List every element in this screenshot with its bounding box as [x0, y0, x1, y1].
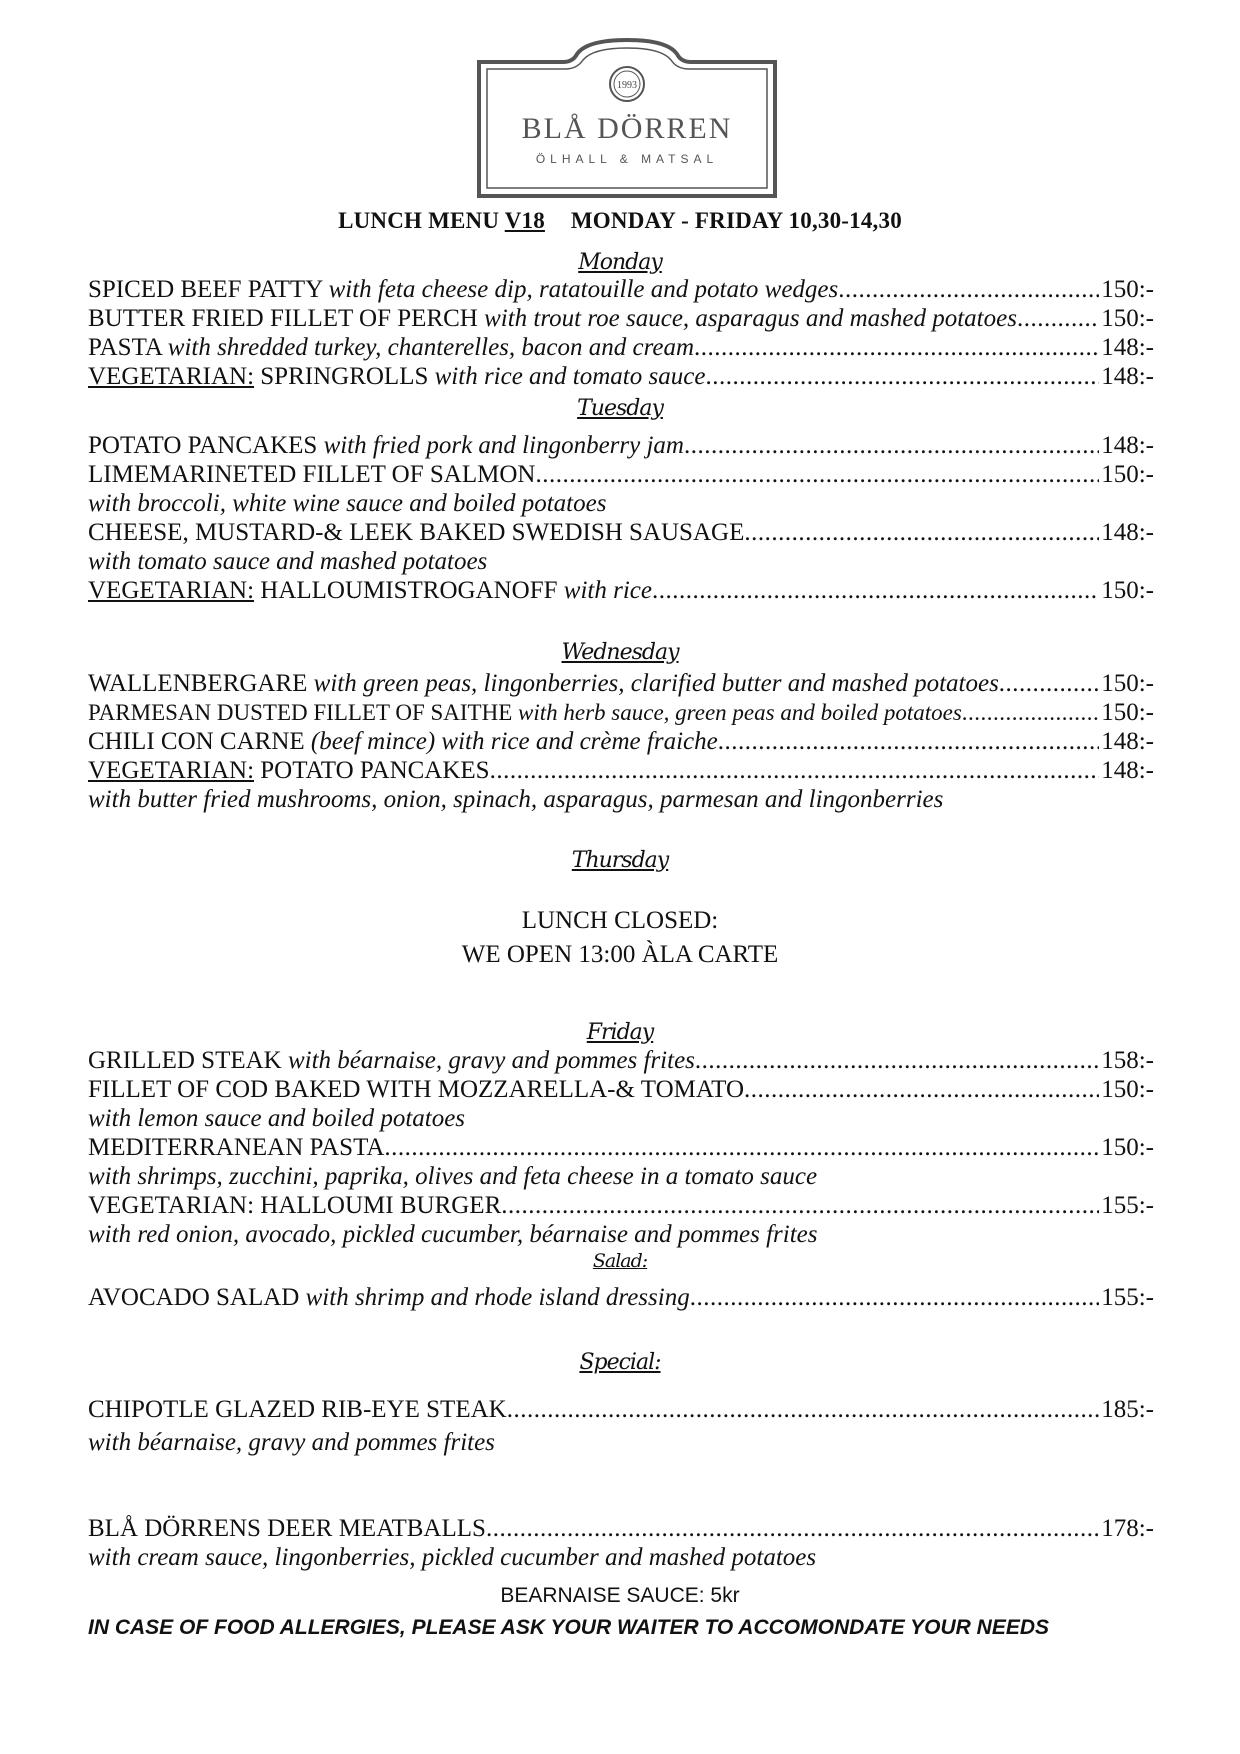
item-name: SPICED BEEF PATTY — [88, 276, 323, 303]
item-desc: with lemon sauce and boiled potatoes — [88, 1105, 466, 1132]
day-heading-thursday: Thursday — [571, 848, 669, 873]
ala-carte-notice: WE OPEN 13:00 ÀLA CARTE — [461, 941, 779, 968]
item-name: WALLENBERGARE — [88, 670, 308, 697]
item-price: 150:- — [1101, 276, 1154, 303]
leader-dots — [384, 1134, 1099, 1162]
item-name: HALLOUMISTROGANOFF — [260, 577, 558, 604]
menu-item — [88, 1134, 1154, 1164]
item-name: SPRINGROLLS — [260, 363, 429, 390]
leader-dots — [718, 728, 1099, 756]
item-price: 148:- — [1101, 728, 1154, 755]
item-desc: with shredded turkey, chanterelles, bacon and cream — [167, 334, 695, 361]
item-price: 150:- — [1101, 1134, 1154, 1161]
leader-dots — [1017, 305, 1099, 333]
vegetarian-label: VEGETARIAN: — [88, 577, 255, 604]
day-heading-monday: Monday — [578, 250, 662, 275]
item-name: BLÅ DÖRRENS DEER MEATBALLS — [88, 1515, 486, 1542]
item-desc: with shrimps, zucchini, paprika, olives and feta cheese in a tomato sauce — [88, 1163, 818, 1190]
item-name: CHILI CON CARNE — [88, 728, 305, 755]
item-price: 148:- — [1101, 519, 1154, 546]
leader-dots — [744, 519, 1099, 547]
menu-item — [88, 432, 1154, 462]
day-heading-friday: Friday — [586, 1020, 654, 1045]
item-price: 148:- — [1101, 432, 1154, 459]
section-heading-special: Special: — [579, 1350, 661, 1375]
menu-item — [88, 757, 1154, 787]
item-name: CHIPOTLE GLAZED RIB-EYE STEAK — [88, 1396, 507, 1423]
item-desc: with green peas, lingonberries, clarified butter and mashed potatoes — [313, 670, 999, 697]
menu-item — [88, 334, 1154, 364]
day-heading-tuesday: Tuesday — [577, 396, 663, 421]
item-price: 150:- — [1101, 1076, 1154, 1103]
item-price: 185:- — [1101, 1396, 1154, 1423]
item-desc: with rice and tomato sauce — [434, 363, 706, 390]
item-name: POTATO PANCAKES — [88, 432, 318, 459]
menu-item — [88, 1515, 1154, 1545]
leader-dots — [705, 363, 1099, 391]
item-desc: with trout roe sauce, asparagus and mashed potatoes — [484, 305, 1017, 332]
section-heading-salad: Salad: — [592, 1250, 648, 1272]
lunch-closed-notice: LUNCH CLOSED: — [521, 907, 719, 934]
item-name: BUTTER FRIED FILLET OF PERCH — [88, 305, 478, 332]
item-price: 150:- — [1101, 577, 1154, 604]
item-name: MEDITERRANEAN PASTA — [88, 1134, 385, 1161]
item-desc: with fried pork and lingonberry jam — [323, 432, 684, 459]
menu-title — [0, 208, 1240, 234]
item-name: FILLET OF COD BAKED WITH MOZZARELLA-& TOMATO — [88, 1076, 745, 1103]
item-name: VEGETARIAN: HALLOUMI BURGER — [88, 1192, 502, 1219]
item-desc: with feta cheese dip, ratatouille and potato wedges — [328, 276, 839, 303]
restaurant-logo — [477, 38, 777, 198]
menu-item — [88, 670, 1154, 700]
menu-item — [88, 305, 1154, 335]
leader-dots — [501, 1192, 1099, 1220]
item-price: 155:- — [1101, 1284, 1154, 1311]
menu-item — [88, 699, 1154, 729]
leader-dots — [999, 670, 1099, 698]
item-name: CHEESE, MUSTARD-& LEEK BAKED SWEDISH SAUSAGE — [88, 519, 745, 546]
item-price: 150:- — [1101, 670, 1154, 697]
logo-year: 1993 — [617, 80, 637, 91]
leader-dots — [690, 1284, 1100, 1312]
leader-dots — [695, 1047, 1099, 1075]
leader-dots — [838, 276, 1099, 304]
menu-item — [88, 1192, 1154, 1222]
leader-dots — [684, 432, 1099, 460]
item-name: AVOCADO SALAD — [88, 1284, 300, 1311]
item-name: PASTA — [88, 334, 162, 361]
item-price: 155:- — [1101, 1192, 1154, 1219]
leader-dots — [507, 1396, 1100, 1424]
menu-item — [88, 1047, 1154, 1077]
item-price: 148:- — [1101, 363, 1154, 390]
menu-hours: MONDAY - FRIDAY 10,30-14,30 — [570, 208, 902, 233]
item-desc: with herb sauce, green peas and boiled potatoes — [518, 700, 962, 725]
item-price: 148:- — [1101, 757, 1154, 784]
item-price: 158:- — [1101, 1047, 1154, 1074]
menu-item — [88, 1076, 1154, 1106]
item-desc: with cream sauce, lingonberries, pickled cucumber and mashed potatoes — [88, 1544, 817, 1571]
vegetarian-label: VEGETARIAN: — [88, 363, 255, 390]
leader-dots — [490, 757, 1100, 785]
vegetarian-label: VEGETARIAN: — [88, 757, 255, 784]
item-desc: with tomato sauce and mashed potatoes — [88, 548, 488, 575]
menu-item — [88, 1396, 1154, 1426]
item-desc: with béarnaise, gravy and pommes frites — [88, 1429, 495, 1456]
logo-tagline: ÖLHALL & MATSAL — [535, 152, 719, 166]
leader-dots — [962, 700, 1099, 726]
menu-title-text: LUNCH MENU — [338, 208, 500, 233]
menu-item — [88, 461, 1154, 491]
menu-item — [88, 577, 1154, 607]
item-price: 178:- — [1101, 1515, 1154, 1542]
leader-dots — [694, 334, 1099, 362]
allergy-note: IN CASE OF FOOD ALLERGIES, PLEASE ASK YOUR WAITER TO ACCOMONDATE YOUR NEEDS — [88, 1616, 1050, 1639]
menu-version: V18 — [504, 208, 545, 233]
menu-item — [88, 728, 1154, 758]
menu-item — [88, 363, 1154, 393]
item-desc: with shrimp and rhode island dressing — [305, 1284, 690, 1311]
menu-item — [88, 1284, 1154, 1314]
day-heading-wednesday: Wednesday — [561, 640, 679, 665]
logo-name: BLÅ DÖRREN — [521, 112, 733, 145]
item-name: GRILLED STEAK — [88, 1047, 282, 1074]
item-price: 148:- — [1101, 334, 1154, 361]
item-desc: (beef mince) with rice and crème fraiche — [310, 728, 718, 755]
item-price: 150:- — [1101, 305, 1154, 332]
item-desc: with broccoli, white wine sauce and boiled potatoes — [88, 490, 607, 517]
item-price: 150:- — [1101, 699, 1154, 726]
item-price: 150:- — [1101, 461, 1154, 488]
item-name: LIMEMARINETED FILLET OF SALMON — [88, 461, 536, 488]
leader-dots — [744, 1076, 1099, 1104]
item-name: PARMESAN DUSTED FILLET OF SAITHE — [88, 700, 513, 725]
menu-item — [88, 276, 1154, 306]
leader-dots — [535, 461, 1099, 489]
item-desc: with béarnaise, gravy and pommes frites — [287, 1047, 695, 1074]
item-desc: with butter fried mushrooms, onion, spinach, asparagus, parmesan and lingonberries — [88, 786, 944, 813]
leader-dots — [486, 1515, 1099, 1543]
item-desc: with red onion, avocado, pickled cucumber, béarnaise and pommes frites — [88, 1221, 818, 1248]
item-name: POTATO PANCAKES — [260, 757, 490, 784]
item-desc: with rice — [563, 577, 652, 604]
menu-item — [88, 519, 1154, 549]
sauce-note: BEARNAISE SAUCE: 5kr — [500, 1584, 740, 1607]
leader-dots — [652, 577, 1099, 605]
